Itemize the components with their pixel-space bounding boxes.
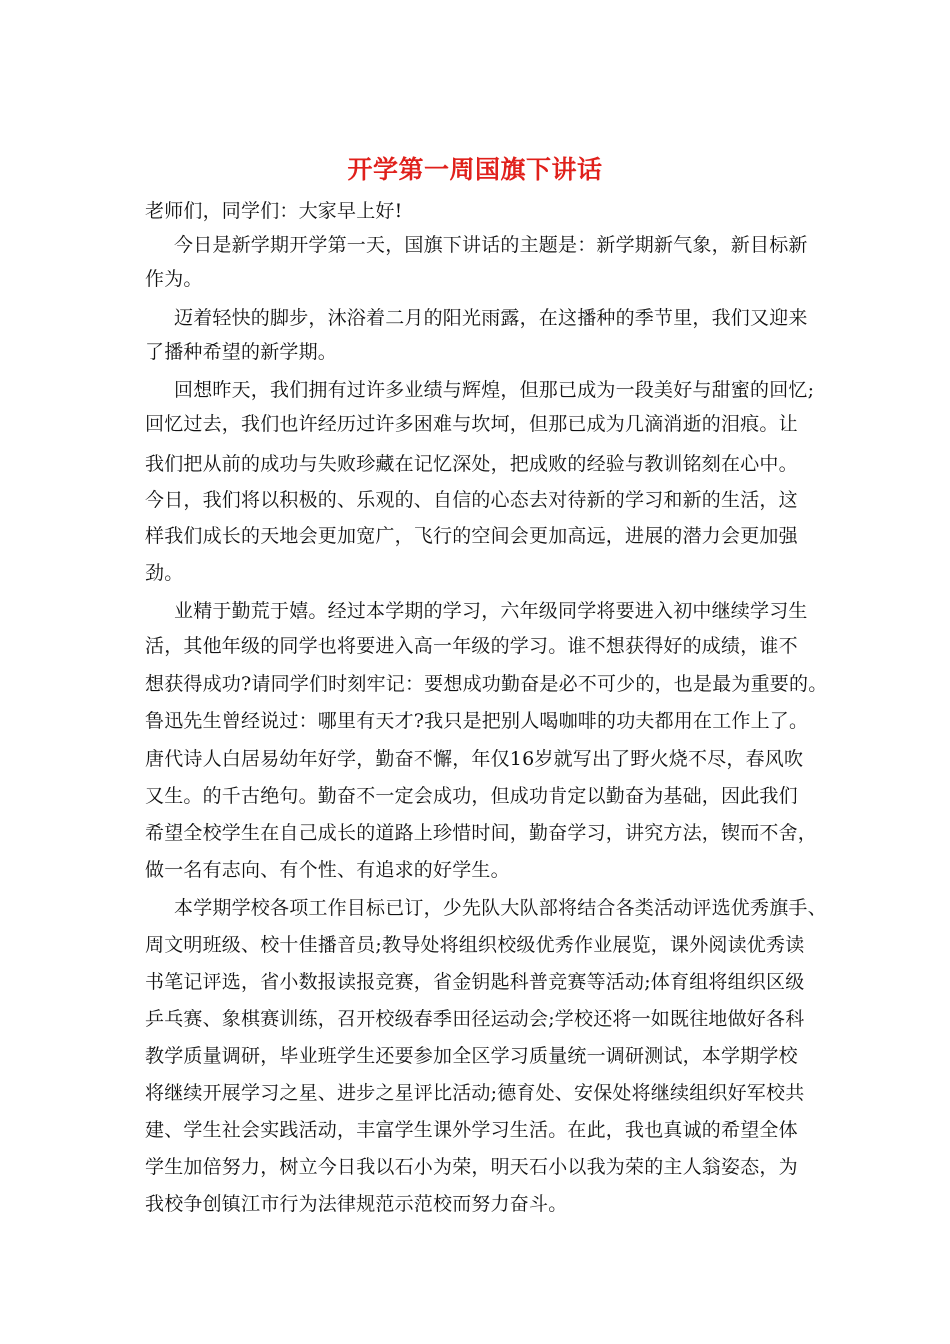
text-line: 了播种希望的新学期。 [145,341,338,363]
text-line: 做一名有志向、有个性、有追求的好学生。 [145,859,510,881]
text-line: 我校争创镇江市行为法律规范示范校而努力奋斗。 [145,1193,568,1215]
text-line: 活，其他年级的同学也将要进入高一年级的学习。谁不想获得好的成绩，谁不 [145,635,798,657]
text-line: 我们把从前的成功与失败珍藏在记忆深处，把成败的经验与教训铭刻在心中。 [145,453,798,475]
text-line: 乒乓赛、象棋赛训练，召开校级春季田径运动会;学校还将一如既往地做好各科 [145,1008,805,1030]
text-line: 书笔记评选，省小数报读报竞赛，省金钥匙科普竞赛等活动;体育组将组织区级 [145,971,805,993]
text-line: 希望全校学生在自己成长的道路上珍惜时间，勤奋学习，讲究方法，锲而不舍， [145,822,818,844]
text-line: 鲁迅先生曾经说过：哪里有天才?我只是把别人喝咖啡的功夫都用在工作上了。 [145,710,809,732]
text-line: 本学期学校各项工作目标已订，少先队大队部将结合各类活动评选优秀旗手、 [174,897,827,919]
text-line: 老师们，同学们：大家早上好! [145,200,403,222]
text-line: 今日是新学期开学第一天，国旗下讲话的主题是：新学期新气象，新目标新 [174,234,808,256]
text-line: 将继续开展学习之星、进步之星评比活动;德育处、安保处将继续组织好军校共 [145,1082,805,1104]
text-line: 作为。 [145,268,203,290]
text-line: 教学质量调研，毕业班学生还要参加全区学习质量统一调研测试，本学期学校 [145,1045,798,1067]
text-line: 想获得成功?请同学们时刻牢记：要想成功勤奋是必不可少的，也是最为重要的。 [145,673,828,695]
text-line: 学生加倍努力，树立今日我以石小为荣，明天石小以我为荣的主人翁姿态，为 [145,1156,798,1178]
text-line: 周文明班级、校十佳播音员;教导处将组织校级优秀作业展览，课外阅读优秀读 [145,934,805,956]
text-line: 今日，我们将以积极的、乐观的、自信的心态去对待新的学习和新的生活，这 [145,489,798,511]
text-line: 唐代诗人白居易幼年好学，勤奋不懈，年仅16岁就写出了野火烧不尽，春风吹 [145,748,804,770]
text-line: 样我们成长的天地会更加宽广，飞行的空间会更加高远，进展的潜力会更加强 [145,525,798,547]
text-line: 迈着轻快的脚步，沐浴着二月的阳光雨露，在这播种的季节里，我们又迎来 [174,307,808,329]
text-line: 又生。的千古绝句。勤奋不一定会成功，但成功肯定以勤奋为基础，因此我们 [145,785,798,807]
text-line: 建、学生社会实践活动，丰富学生课外学习生活。在此，我也真诚的希望全体 [145,1119,798,1141]
text-line: 劲。 [145,562,184,584]
text-line: 回忆过去，我们也许经历过许多困难与坎坷，但那已成为几滴消逝的泪痕。让 [145,413,798,435]
document-title: 开学第一周国旗下讲话 [347,155,603,184]
text-line: 业精于勤荒于嬉。经过本学期的学习，六年级同学将要进入初中继续学习生 [174,600,808,622]
text-line: 回想昨天，我们拥有过许多业绩与辉煌，但那已成为一段美好与甜蜜的回忆; [174,379,815,401]
